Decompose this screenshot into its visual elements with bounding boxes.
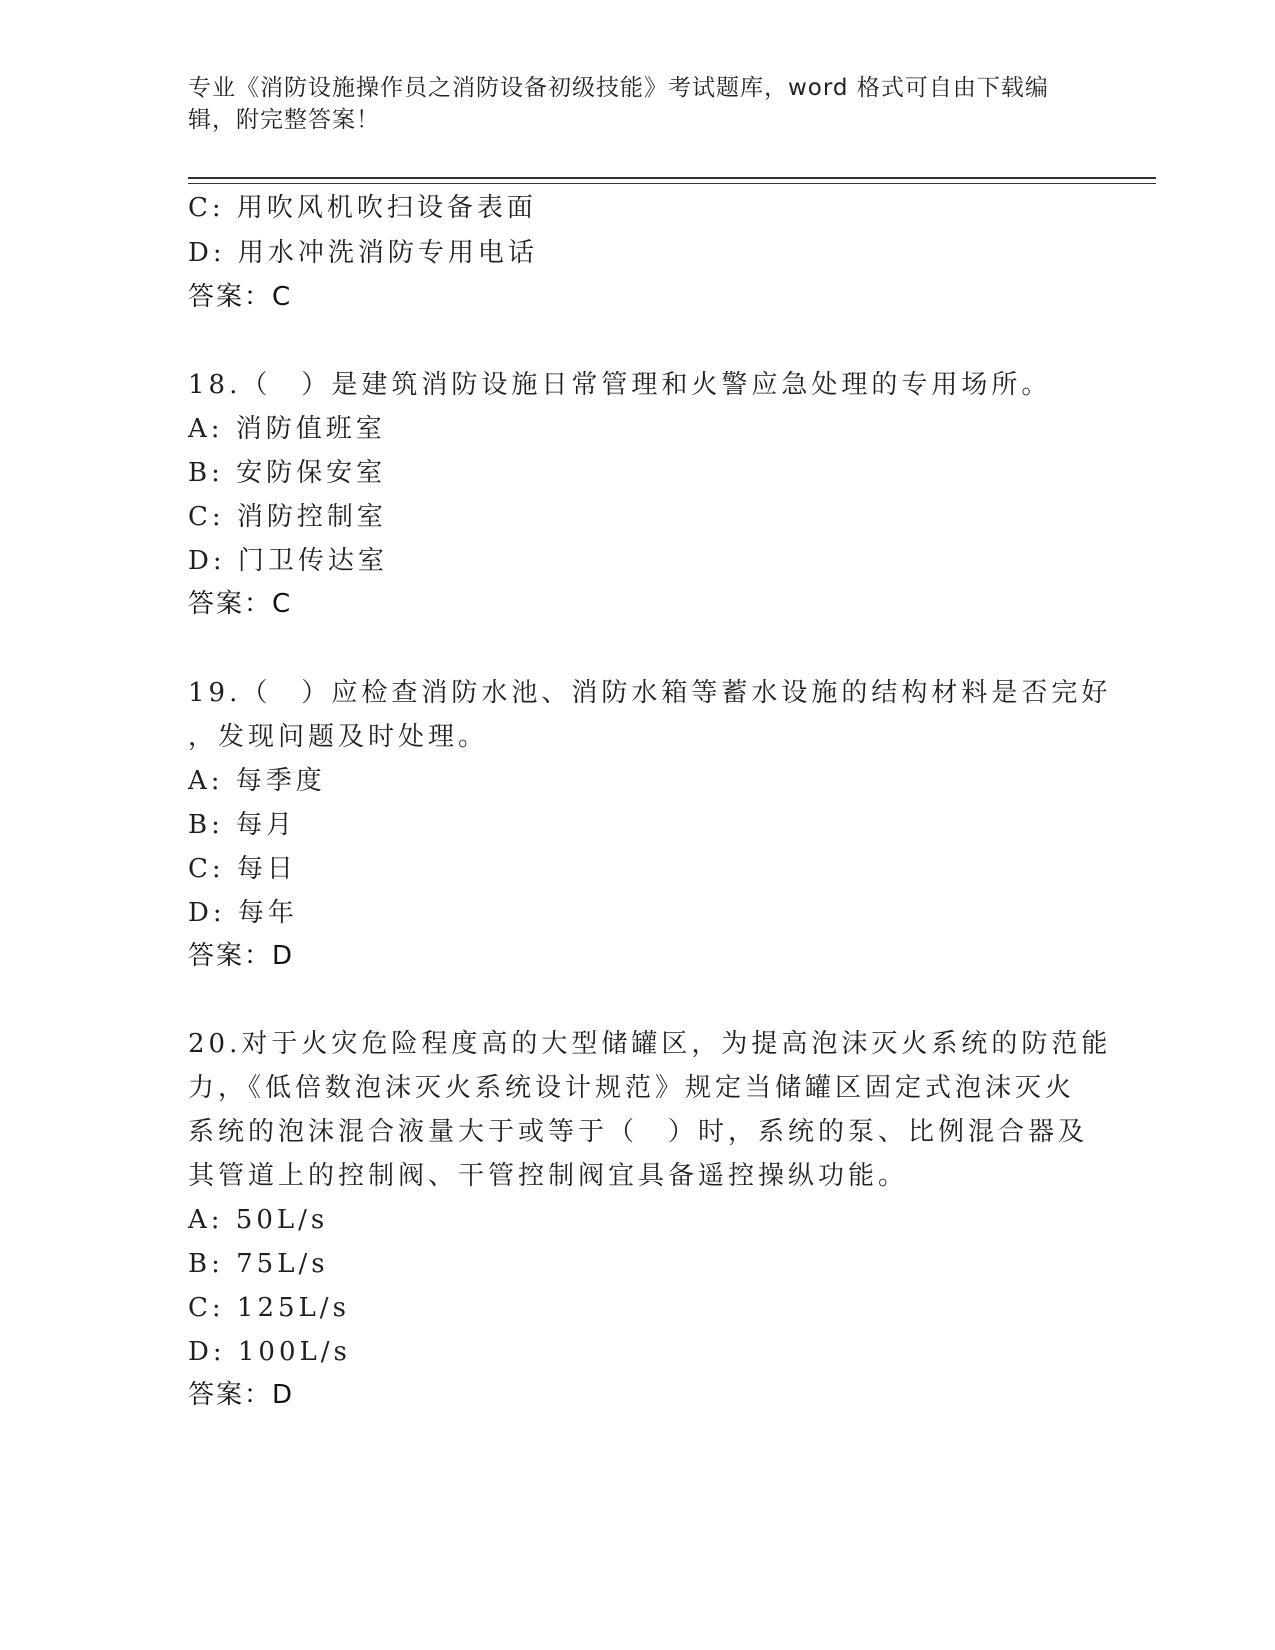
q17-answer: 答案：C [188, 282, 293, 312]
q20-stem-line-4: 其管道上的控制阀、干管控制阀宜具备遥控操纵功能。 [188, 1161, 909, 1191]
q19-option-a: A: 每季度 [188, 766, 326, 796]
q19-option-c: C: 每日 [188, 854, 297, 884]
header-divider-thin [188, 183, 1156, 184]
q17-option-c: C: 用吹风机吹扫设备表面 [188, 193, 537, 223]
q20-option-d: D: 100L/s [188, 1337, 351, 1367]
q18-option-a: A: 消防值班室 [188, 414, 386, 444]
q19-answer: 答案：D [188, 941, 295, 971]
q19-stem-line-1: 19.（ ）应检查消防水池、消防水箱等蓄水设施的结构材料是否完好 [188, 678, 1112, 708]
document-header: 专业《消防设施操作员之消防设备初级技能》考试题库，word 格式可自由下载编辑，附完整答案！ [188, 75, 1049, 133]
q20-stem-line-3: 系统的泡沫混合液量大于或等于（ ）时，系统的泵、比例混合器及 [188, 1117, 1089, 1147]
q18-stem: 18.（ ）是建筑消防设施日常管理和火警应急处理的专用场所。 [188, 370, 1052, 400]
q18-option-b: B: 安防保安室 [188, 458, 387, 488]
q18-answer: 答案：C [188, 589, 293, 619]
q19-option-d: D: 每年 [188, 898, 298, 928]
header-divider-thick [188, 177, 1156, 179]
q20-answer: 答案：D [188, 1380, 295, 1410]
q20-option-a: A: 50L/s [188, 1205, 329, 1235]
q20-stem-line-1: 20.对于火灾危险程度高的大型储罐区，为提高泡沫灭火系统的防范能 [188, 1029, 1112, 1059]
q20-option-b: B: 75L/s [188, 1249, 329, 1279]
q18-option-d: D: 门卫传达室 [188, 546, 388, 576]
q20-option-c: C: 125L/s [188, 1293, 350, 1323]
q18-option-c: C: 消防控制室 [188, 502, 387, 532]
q20-stem-line-2: 力，《低倍数泡沫灭火系统设计规范》规定当储罐区固定式泡沫灭火 [188, 1073, 1076, 1103]
q19-stem-line-2: ，发现问题及时处理。 [188, 722, 489, 752]
q17-option-d: D: 用水冲洗消防专用电话 [188, 238, 538, 268]
q19-option-b: B: 每月 [188, 810, 297, 840]
